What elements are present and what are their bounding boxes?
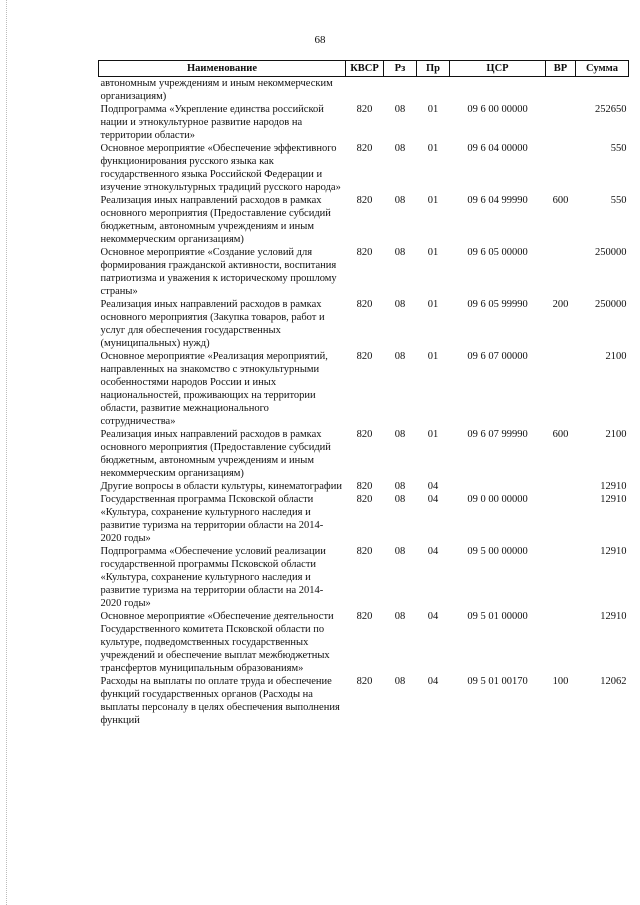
cell-csr: 09 6 05 99990 <box>467 299 528 310</box>
cell-pr: 04 <box>427 611 439 622</box>
cell-kvsr <box>346 77 384 104</box>
cell-name: Основное мероприятие «Обеспечение деятельности Государственного комитета Псковской области по культуре, подведомственных государственных учреждений и обеспечение выплат межбюджетных трансфертов муниципальным образованиям» <box>100 611 334 674</box>
cell-pr: 01 <box>427 429 439 440</box>
cell-pr: 01 <box>427 247 439 258</box>
cell-pr: 04 <box>427 676 439 687</box>
cell-rz: 08 <box>394 351 406 362</box>
cell-kvsr: 820 <box>356 481 373 492</box>
cell-name: Подпрограмма «Укрепление единства российской нации и этнокультурное развитие народов на территории области» <box>100 104 324 141</box>
cell-name: Другие вопросы в области культуры, кинематографии <box>100 481 342 492</box>
cell-sum <box>576 77 629 104</box>
cell-kvsr: 820 <box>356 611 373 622</box>
cell-pr: 01 <box>427 351 439 362</box>
table-row <box>99 246 629 298</box>
budget-table <box>98 60 629 727</box>
cell-sum: 252650 <box>595 104 627 115</box>
cell-name: Реализация иных направлений расходов в рамках основного мероприятия (Предоставление субсидий бюджетным, автономным учреждениям и иным некоммерческим организациям) <box>100 429 331 479</box>
cell-rz: 08 <box>394 247 406 258</box>
cell-csr <box>450 77 546 104</box>
cell-vr <box>546 77 576 104</box>
table-row <box>99 493 629 545</box>
cell-kvsr: 820 <box>356 429 373 440</box>
cell-name: Основное мероприятие «Создание условий для формирования гражданской активности, воспитания патриотизма и уважения к историческому прошлому страны» <box>100 247 337 297</box>
cell-vr <box>546 493 576 545</box>
table-row <box>99 428 629 480</box>
table-row <box>99 298 629 350</box>
table-body <box>99 77 629 728</box>
cell-csr: 09 6 05 00000 <box>467 247 528 258</box>
header-sum: Сумма <box>576 61 629 77</box>
table-row <box>99 194 629 246</box>
cell-name: Основное мероприятие «Обеспечение эффективного функционирования русского языка как государственного языка Российской Федерации и изучение этнокультурных традиций русского народа» <box>100 143 341 193</box>
cell-sum: 2100 <box>605 351 627 362</box>
cell-vr <box>546 103 576 142</box>
cell-csr: 09 6 04 99990 <box>467 195 528 206</box>
cell-vr: 200 <box>552 299 569 310</box>
cell-rz: 08 <box>394 494 406 505</box>
cell-sum: 250000 <box>595 299 627 310</box>
cell-kvsr: 820 <box>356 351 373 362</box>
cell-pr: 04 <box>427 481 439 492</box>
cell-csr: 09 0 00 00000 <box>467 494 528 505</box>
cell-kvsr: 820 <box>356 195 373 206</box>
cell-rz: 08 <box>394 429 406 440</box>
header-pr: Пр <box>417 61 450 77</box>
cell-rz: 08 <box>394 481 406 492</box>
cell-sum: 550 <box>610 195 627 206</box>
cell-vr <box>546 246 576 298</box>
cell-pr <box>417 77 450 104</box>
cell-csr: 09 5 01 00000 <box>467 611 528 622</box>
cell-name: автономным учреждениям и иным некоммерческим организациям) <box>100 78 333 102</box>
cell-vr <box>546 610 576 675</box>
cell-name: Основное мероприятие «Реализация мероприятий, направленных на знакомство с этнокультурными особенностями народов России и иных национальностей, проживающих на территории области, развитие межнационального сотрудничества» <box>100 351 328 427</box>
header-csr: ЦСР <box>450 61 546 77</box>
cell-kvsr: 820 <box>356 143 373 154</box>
header-kvsr: КВСР <box>346 61 384 77</box>
header-vr: ВР <box>546 61 576 77</box>
cell-name: Реализация иных направлений расходов в рамках основного мероприятия (Предоставление субсидий бюджетным, автономным учреждениям и иным некоммерческим организациям) <box>100 195 331 245</box>
cell-csr <box>450 480 546 493</box>
cell-kvsr: 820 <box>356 546 373 557</box>
cell-vr: 600 <box>552 429 569 440</box>
cell-vr: 600 <box>552 195 569 206</box>
cell-vr: 100 <box>552 676 569 687</box>
cell-sum: 12910 <box>600 494 627 505</box>
table-row <box>99 103 629 142</box>
cell-vr <box>546 545 576 610</box>
cell-vr <box>546 480 576 493</box>
cell-name: Реализация иных направлений расходов в рамках основного мероприятия (Закупка товаров, работ и услуг для обеспечения государственных (муниципальных) нужд) <box>100 299 325 349</box>
cell-vr <box>546 350 576 428</box>
cell-name: Подпрограмма «Обеспечение условий реализации государственной программы Псковской области «Культура, сохранение культурного наследия и развитие туризма на территории области на 2014-2020 годы» <box>100 546 326 609</box>
cell-csr: 09 6 04 00000 <box>467 143 528 154</box>
cell-pr: 04 <box>427 546 439 557</box>
cell-sum: 12910 <box>600 611 627 622</box>
cell-pr: 01 <box>427 143 439 154</box>
cell-csr: 09 5 01 00170 <box>467 676 528 687</box>
table-row <box>99 77 629 104</box>
cell-rz: 08 <box>394 143 406 154</box>
table-row <box>99 675 629 727</box>
header-row <box>99 61 629 77</box>
cell-rz: 08 <box>394 611 406 622</box>
cell-rz: 08 <box>394 299 406 310</box>
page-number: 68 <box>314 34 326 46</box>
cell-rz: 08 <box>394 104 406 115</box>
cell-csr: 09 6 07 99990 <box>467 429 528 440</box>
cell-kvsr: 820 <box>356 676 373 687</box>
table-row <box>99 350 629 428</box>
table-row <box>99 142 629 194</box>
cell-pr: 01 <box>427 104 439 115</box>
cell-kvsr: 820 <box>356 104 373 115</box>
cell-sum: 12910 <box>600 481 627 492</box>
cell-vr <box>546 142 576 194</box>
cell-sum: 12062 <box>600 676 627 687</box>
page-edge-line <box>6 0 8 905</box>
table-row <box>99 610 629 675</box>
cell-sum: 550 <box>610 143 627 154</box>
header-name: Наименование <box>99 61 346 77</box>
cell-name: Расходы на выплаты по оплате труда и обеспечение функций государственных органов (Расходы на выплаты персоналу в целях обеспечения выполнения функций <box>100 676 340 726</box>
table-row <box>99 545 629 610</box>
cell-rz <box>384 77 417 104</box>
cell-rz: 08 <box>394 195 406 206</box>
cell-csr: 09 6 07 00000 <box>467 351 528 362</box>
cell-sum: 2100 <box>605 429 627 440</box>
cell-csr: 09 6 00 00000 <box>467 104 528 115</box>
cell-pr: 01 <box>427 195 439 206</box>
cell-name: Государственная программа Псковской области «Культура, сохранение культурного наследия и развитие туризма на территории области на 2014-2020 годы» <box>100 494 324 544</box>
cell-kvsr: 820 <box>356 494 373 505</box>
cell-csr: 09 5 00 00000 <box>467 546 528 557</box>
header-rz: Рз <box>384 61 417 77</box>
cell-kvsr: 820 <box>356 247 373 258</box>
cell-sum: 12910 <box>600 546 627 557</box>
table-row <box>99 480 629 493</box>
cell-pr: 01 <box>427 299 439 310</box>
cell-kvsr: 820 <box>356 299 373 310</box>
cell-sum: 250000 <box>595 247 627 258</box>
cell-pr: 04 <box>427 494 439 505</box>
table-header <box>99 61 629 77</box>
cell-rz: 08 <box>394 676 406 687</box>
cell-rz: 08 <box>394 546 406 557</box>
